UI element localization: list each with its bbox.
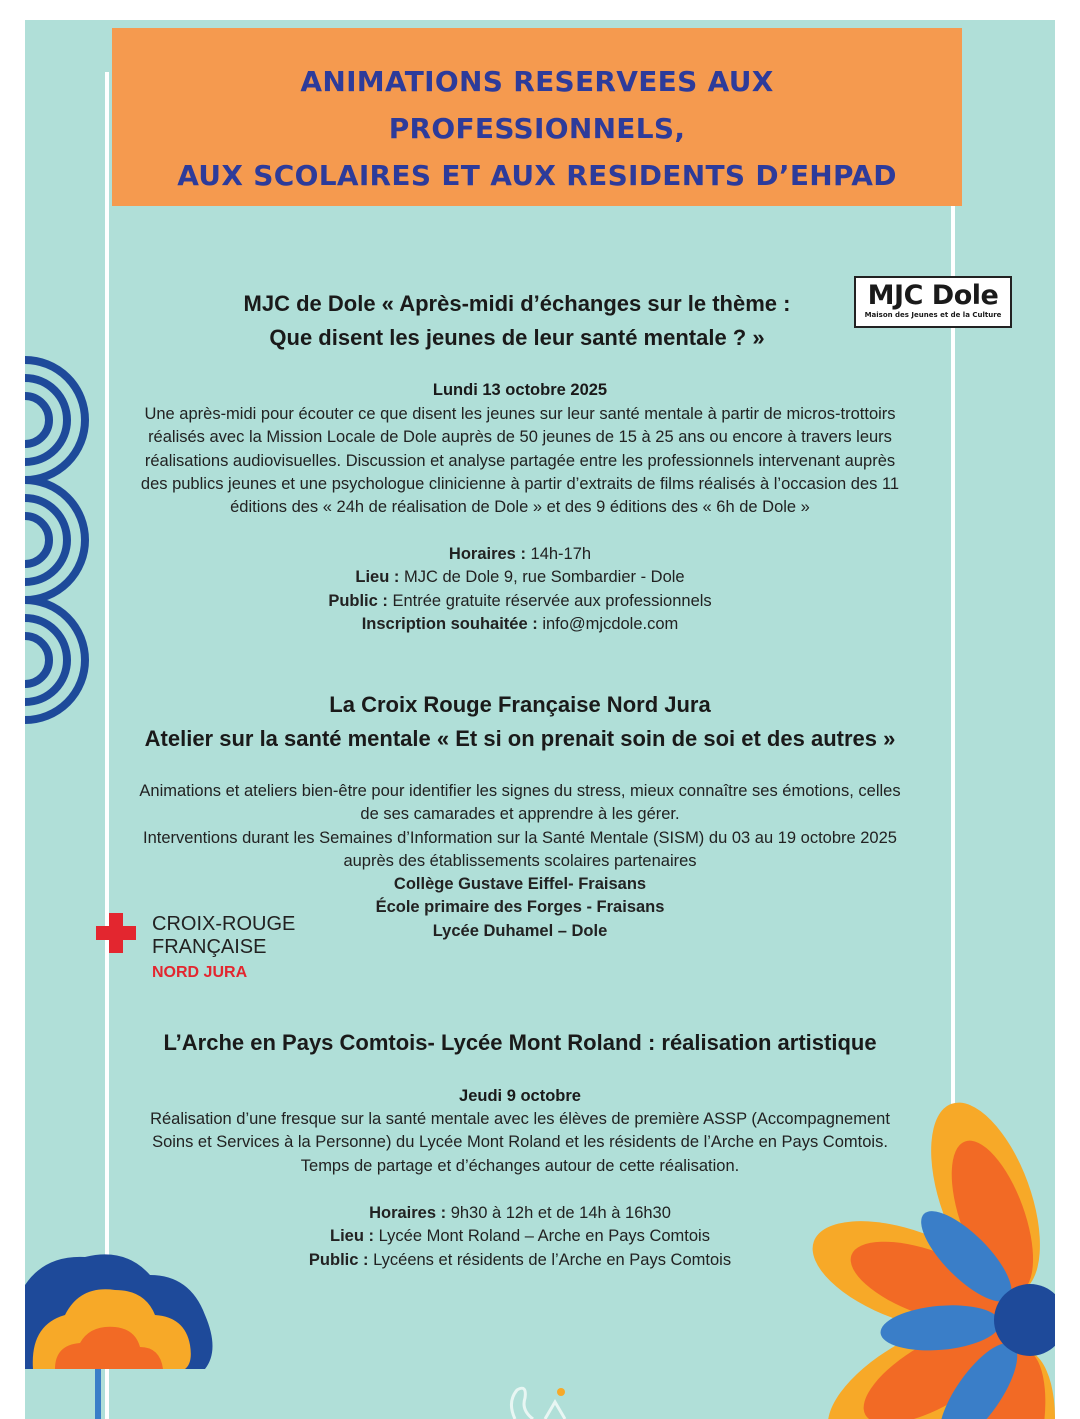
section1-desc-line: Une après-midi pour écouter ce que disent les jeunes sur leur santé mentale à partir de micros-trottoirs <box>144 405 896 423</box>
section2-title <box>85 688 955 756</box>
mjc-dole-logo <box>854 276 1012 328</box>
red-cross-icon <box>96 926 136 940</box>
detail-value: MJC de Dole 9, rue Sombardier - Dole <box>399 568 685 587</box>
croix-rouge-logo <box>95 912 315 982</box>
section2-desc-line: Interventions durant les Semaines d’Information sur la Santé Mentale (SISM) du 03 au 19 octobre 2025 <box>143 828 897 847</box>
banner-line-2: PROFESSIONNELS, <box>388 112 686 145</box>
crf-logo-line-3: NORD JURA <box>152 964 248 981</box>
detail-value: info@mjcdole.com <box>537 614 679 633</box>
detail-value: Lycéens et résidents de l’Arche en Pays Comtois <box>368 1250 732 1269</box>
school-item: Lycée Duhamel – Dole <box>432 921 608 940</box>
section3-title: L’Arche en Pays Comtois- Lycée Mont Roland : réalisation artistique <box>163 1030 877 1055</box>
detail-value: Entrée gratuite réservée aux professionnels <box>387 591 712 610</box>
poster-page <box>25 20 1055 1419</box>
section3-details <box>105 1202 935 1272</box>
section1-details <box>105 543 935 636</box>
detail-row-lieu <box>105 566 935 589</box>
faint-logo-icon <box>505 1382 575 1419</box>
section1-desc-line: éditions des « 24h de réalisation de Dole » et des 9 éditions des « 6h de Dole » <box>230 498 810 517</box>
detail-label: Horaires : <box>369 1204 447 1222</box>
section1-description <box>105 403 935 519</box>
section1-title-line-1: MJC de Dole « Après-midi d’échanges sur le thème : <box>243 291 791 316</box>
school-item: École primaire des Forges - Fraisans <box>375 898 665 917</box>
section1-title-line-2: Que disent les jeunes de leur santé mentale ? » <box>269 325 765 350</box>
detail-label: Lieu : <box>355 568 400 587</box>
school-item: Collège Gustave Eiffel- Fraisans <box>393 875 647 894</box>
detail-label: Public : <box>328 591 388 610</box>
detail-label: Lieu : <box>330 1227 374 1246</box>
section3-desc-line: Soins et Services à la Personne) du Lycée Mont Roland et les résidents de l’Arche en Pays Comtois. <box>152 1133 888 1152</box>
section2-desc-line: Animations et ateliers bien-être pour identifier les signes du stress, mieux connaître ses émotions, celles <box>139 782 901 800</box>
section3-desc-line: Temps de partage et d’échanges autour de cette réalisation. <box>300 1156 740 1175</box>
section1-date: Lundi 13 octobre 2025 <box>432 381 608 399</box>
section3-desc-line: Réalisation d’une fresque sur la santé mentale avec les élèves de première ASSP (Accompagnement <box>150 1110 890 1128</box>
banner-line-1: ANIMATIONS RESERVEES AUX <box>300 65 774 98</box>
detail-row-horaires <box>105 1202 935 1225</box>
detail-row-public <box>105 1249 935 1272</box>
crf-logo-line-1: CROIX-ROUGE <box>152 913 296 935</box>
banner-line-3: AUX SCOLAIRES ET AUX RESIDENTS D’EHPAD <box>177 159 897 192</box>
detail-label: Inscription souhaitée : <box>361 614 538 633</box>
section1-title <box>155 287 879 355</box>
section2-title-line-2: Atelier sur la santé mentale « Et si on prenait soin de soi et des autres » <box>144 726 896 751</box>
section2-desc-line: auprès des établissements scolaires partenaires <box>343 851 697 870</box>
section2-desc-line: de ses camarades et apprendre à les gérer. <box>360 805 680 824</box>
section1-desc-line: réalisés avec la Mission Locale de Dole auprès de 50 jeunes de 15 à 25 ans ou encore à travers leurs <box>148 428 892 447</box>
crf-logo-line-2: FRANÇAISE <box>152 936 267 958</box>
header-banner <box>112 28 962 206</box>
section1-desc-line: des publics jeunes et une psychologue clinicienne à partir d’extraits de films réalisés à l’occasion des 11 <box>140 474 900 493</box>
detail-label: Public : <box>308 1250 369 1269</box>
detail-value: Lycée Mont Roland – Arche en Pays Comtois <box>374 1227 710 1246</box>
detail-row-lieu <box>105 1225 935 1248</box>
section3-date: Jeudi 9 octobre <box>459 1087 581 1105</box>
detail-label: Horaires : <box>448 545 526 563</box>
detail-value: 14h-17h <box>525 545 592 563</box>
mjc-logo-subtitle: Maison des Jeunes et de la Culture <box>864 311 1002 319</box>
section3-description <box>105 1108 935 1178</box>
detail-row-horaires <box>105 543 935 566</box>
detail-row-inscription <box>105 613 935 636</box>
detail-row-public <box>105 590 935 613</box>
section2-title-line-1: La Croix Rouge Française Nord Jura <box>329 692 711 717</box>
section1-desc-line: réalisations audiovisuelles. Discussion et analyse partagée entre les professionnels intervenant auprès <box>144 451 896 470</box>
detail-value: 9h30 à 12h et de 14h à 16h30 <box>446 1204 671 1222</box>
mjc-logo-title: MJC Dole <box>867 280 999 311</box>
